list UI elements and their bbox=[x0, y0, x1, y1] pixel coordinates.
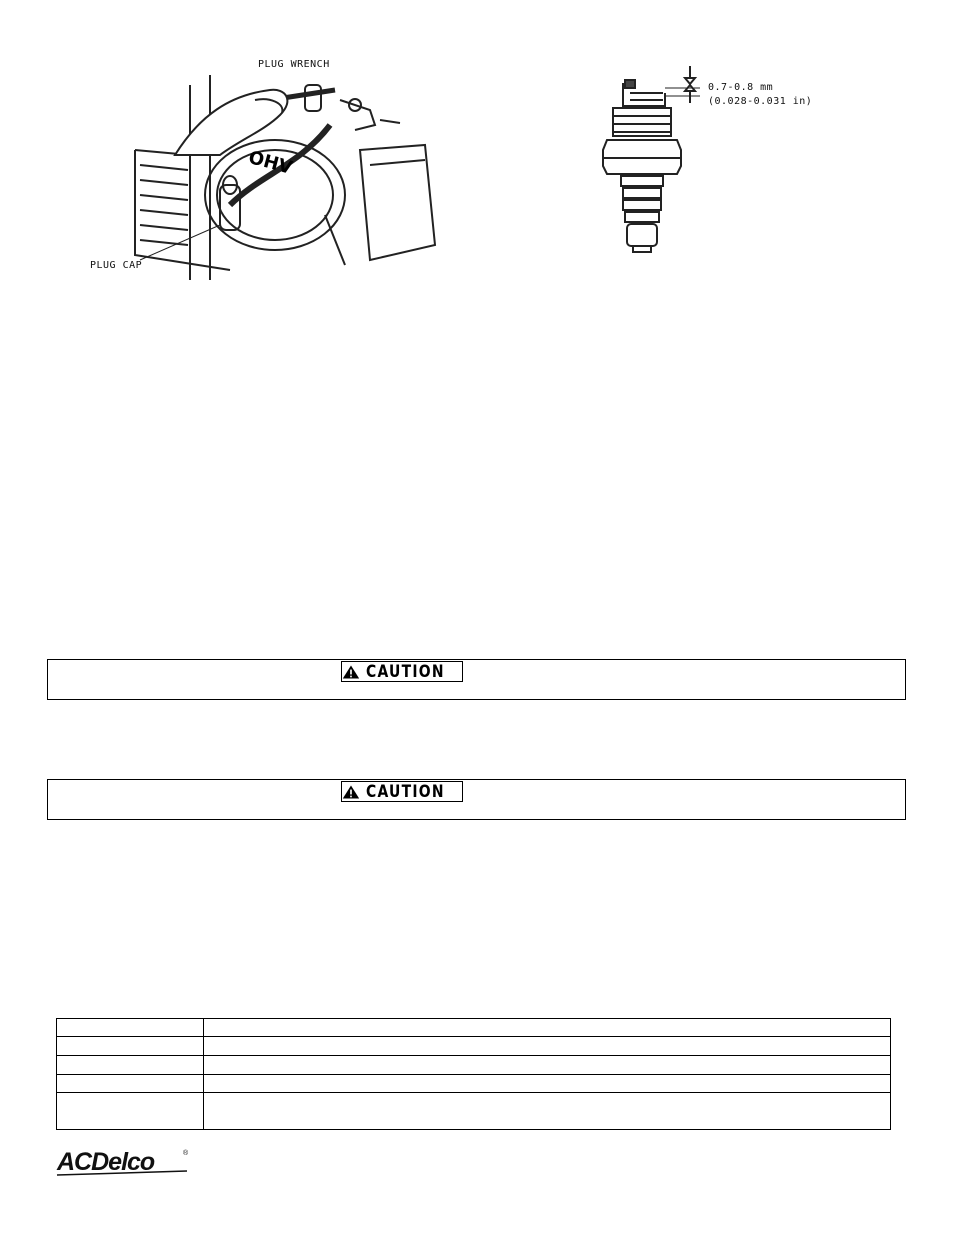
plug-cap-label: PLUG CAP bbox=[90, 260, 143, 271]
gap-metric-label: 0.7-0.8 mm bbox=[708, 82, 774, 93]
table-cell-value bbox=[204, 1056, 891, 1075]
caution-badge bbox=[341, 661, 463, 682]
plug-wrench-illustration bbox=[70, 55, 440, 285]
generator-engine-drawing bbox=[70, 55, 440, 285]
acdelco-logo bbox=[55, 1145, 195, 1180]
table-row bbox=[57, 1056, 891, 1075]
table-cell-value bbox=[204, 1075, 891, 1093]
engine-ohv-mark: OHV bbox=[246, 147, 295, 179]
table-row bbox=[57, 1019, 891, 1037]
table-row bbox=[57, 1093, 891, 1130]
warning-triangle-icon bbox=[342, 663, 360, 681]
table-cell-label bbox=[57, 1093, 204, 1130]
table-cell-label bbox=[57, 1075, 204, 1093]
spark-plug-gap-illustration bbox=[595, 58, 825, 268]
caution-label: CAUTION bbox=[365, 781, 445, 802]
caution-badge bbox=[341, 781, 463, 802]
table-row bbox=[57, 1075, 891, 1093]
caution-box-1 bbox=[47, 659, 906, 700]
table-cell-value bbox=[204, 1037, 891, 1056]
table-cell-label bbox=[57, 1019, 204, 1037]
gap-imperial-label: (0.028-0.031 in) bbox=[708, 96, 813, 107]
logo-registered-mark: ® bbox=[183, 1150, 189, 1157]
table-cell-value bbox=[204, 1019, 891, 1037]
table-cell-label bbox=[57, 1056, 204, 1075]
logo-text: ACDelco bbox=[57, 1148, 155, 1176]
plug-wrench-label: PLUG WRENCH bbox=[258, 59, 330, 70]
caution-box-2 bbox=[47, 779, 906, 820]
table-cell-label bbox=[57, 1037, 204, 1056]
spec-table bbox=[56, 1018, 891, 1130]
table-cell-value bbox=[204, 1093, 891, 1130]
caution-label: CAUTION bbox=[365, 661, 445, 682]
table-row bbox=[57, 1037, 891, 1056]
acdelco-logo-mark bbox=[55, 1145, 195, 1180]
warning-triangle-icon bbox=[342, 783, 360, 801]
